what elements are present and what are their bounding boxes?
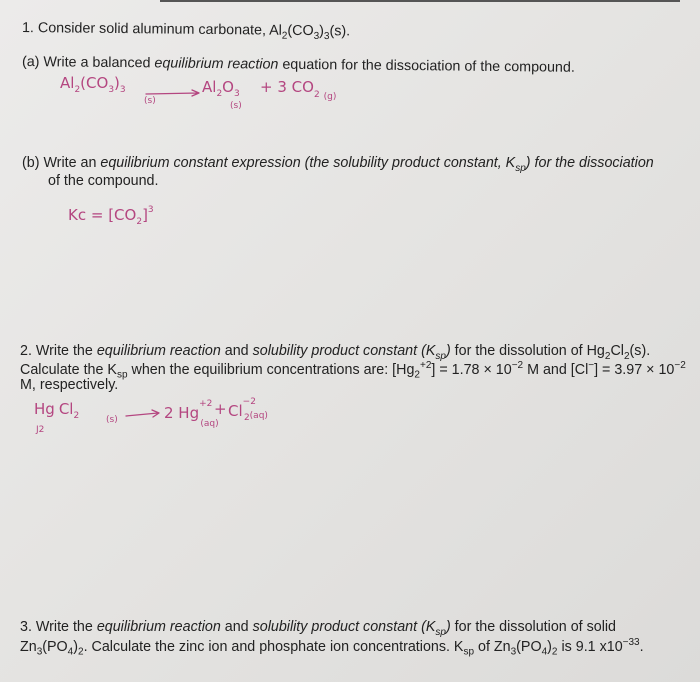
ans-2-product-1: 2 $Hg^{+2}$ (aq) [164, 399, 219, 429]
question-1a: (a) Write a balanced equilibrium reaction equation for the dissociation of the compound. [21, 54, 575, 76]
top-rule [160, 0, 680, 2]
question-2-line2: Calculate the $K_{sp}$ when the equilibrium concentrations are: $[Hg_2^{+2}] = 1.78 \times 10^{-2}$ M and $[Cl^-] = 3.97 \times 10^{-2}$ [20, 360, 686, 381]
ans-2-product-2: $Cl^{-2}$ 2(aq) [228, 397, 268, 423]
answer-2-svg [34, 392, 334, 442]
answer-1a-svg [60, 70, 360, 120]
question-2-line3: M, respectively. [20, 377, 119, 393]
question-1b: (b) Write an equilibrium constant expression (the solubility product constant, $K_{sp}$) for the dissociation [22, 155, 654, 174]
ans-a-product-1-state: (s) [230, 101, 242, 111]
question-2-line1: 2. Write the equilibrium reaction and solubility product constant $(K_{sp})$ for the dissolution of $Hg_2Cl_2(s)$. [20, 343, 651, 362]
ans-2-reactant-state: (s) [106, 415, 118, 425]
ans-2-plus: + [214, 400, 227, 418]
ans-b-expression: $Kc = [CO_2]^3$ [68, 205, 154, 227]
ans-2-reactant: Hg $Cl_2$ [34, 400, 80, 421]
ans-2-hg-subscript: J2 [36, 425, 45, 435]
ans-a-product-2: + 3 $CO_2$ (g) [260, 78, 337, 102]
question-3-line1: 3. Write the equilibrium reaction and solubility product constant $(K_{sp})$ for the dissolution of solid [20, 619, 617, 638]
question-3-line2: $Zn_3(PO_4)_2$. Calculate the zinc ion and phosphate ion concentrations. $K_{sp}$ of $Zn_3(PO_4)_2$ is 9.1 $x10^{-33}$. [20, 637, 644, 658]
question-1b-line2: of the compound. [48, 173, 159, 189]
answer-1a-handwriting [60, 70, 360, 125]
answer-1b-handwriting [68, 198, 228, 239]
ans-a-reactant-state: (s) [144, 96, 156, 106]
ans-a-reactant: $Al_2(CO_3)_3$ [60, 74, 126, 95]
question-1-stem: 1. Consider solid aluminum carbonate, $Al_2(CO_3)_3(s)$. [21, 20, 351, 43]
ans-a-product-1: $Al_2O_3$ [202, 78, 240, 99]
answer-1b-svg [68, 198, 228, 234]
reaction-arrow-icon [126, 410, 159, 417]
answer-2-handwriting [34, 392, 334, 447]
